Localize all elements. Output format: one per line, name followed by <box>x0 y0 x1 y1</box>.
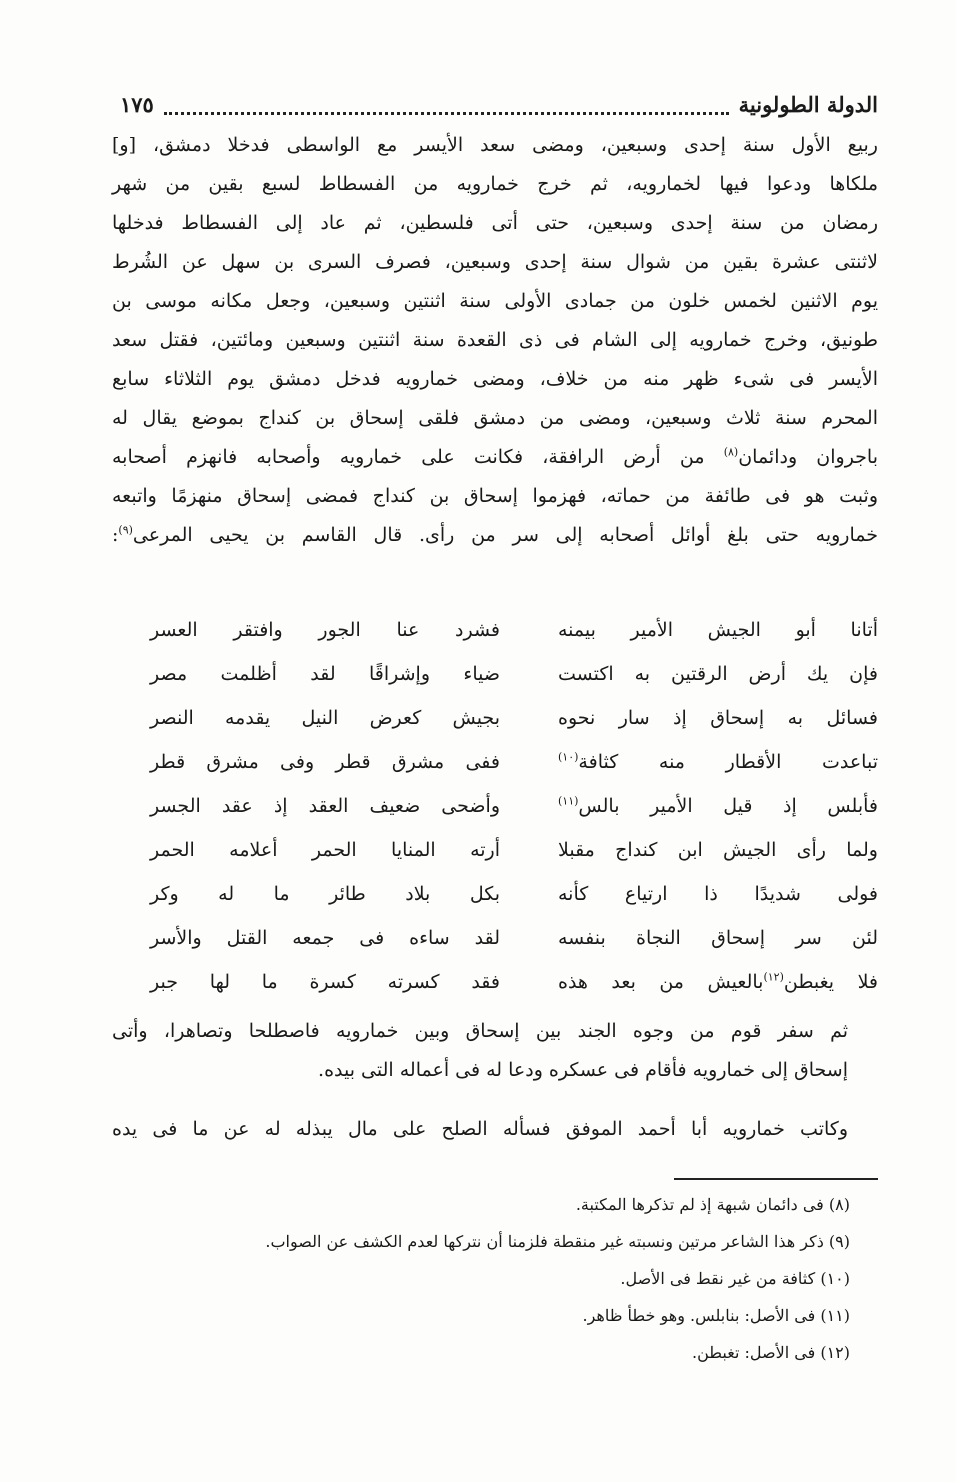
footnote-divider <box>674 1178 878 1180</box>
poem-verse <box>150 960 878 1004</box>
footnote: (١٢) فى الأصل: تغبطن. <box>692 1343 850 1362</box>
poem-verse <box>150 872 878 916</box>
poem-verse <box>150 784 878 828</box>
second-hemistich: ففى مشرق قطر وفى مشرق قطر <box>150 751 500 773</box>
footnote: (٨) فى دائمان شبهة إذ لم تذكرها المكتبة. <box>575 1195 850 1214</box>
first-hemistich: لئن سر إسحاق النجاة بنفسه <box>558 927 878 949</box>
text-line <box>112 438 878 477</box>
text-line: يوم الاثنين لخمس خلون من جمادى الأولى سنة اثنتين وسبعين، وجعل مكانه موسى بن <box>112 290 878 312</box>
colon: : <box>112 524 119 546</box>
paragraph <box>112 1012 848 1090</box>
leader-dots <box>164 94 729 115</box>
text-line: وثبت هو فى طائفة من حماته، فهزموا إسحاق بن كنداج فمضى إسحاق منهزمًا واتبعه <box>112 485 878 507</box>
first-hemistich: أتانا أبو الجيش الأمير بيمنه <box>558 619 878 641</box>
text-line: وكاتب خمارويه أبا أحمد الموفق فسأله الصلح على مال يبذله له عن ما فى يده <box>112 1118 848 1140</box>
text-line: ملكاها ودعوا فيها لخمارويه، ثم خرج خمارويه من الفسطاط لسبع بقين من شهر <box>112 173 878 195</box>
text-line: ربيع الأول سنة إحدى وسبعين، ومضى سعد الأيسر مع الواسطى فدخلا دمشق، [و] <box>112 134 878 156</box>
hemistich-text: تباعدت الأقطار منه كثافة <box>578 751 878 773</box>
second-hemistich: بجيش كعرض النيل يقدمه النصر <box>150 707 500 729</box>
text-line: طونيق، وخرج خمارويه إلى الشام فى ذى القعدة سنة اثنتين وسبعين ومائتين، فقتل سعد <box>112 329 878 351</box>
second-hemistich: فقد كسرته كسرة ما لها جبر <box>150 971 500 993</box>
footnote-marker: (٨) <box>723 445 739 459</box>
footnote-marker: (٩) <box>118 523 133 537</box>
paragraph <box>112 1110 848 1149</box>
second-hemistich: بكل بلاد طائر ما له وكر <box>150 883 500 905</box>
text-line: لاثنتى عشرة بقين من شوال سنة إحدى وسبعين، فصرف السرى بن سهل عن الشُرط <box>112 251 878 273</box>
text-line: إسحاق إلى خمارويه فأقام فى عسكره ودعا له فى أعماله التى بيده. <box>318 1059 848 1081</box>
text-line: ثم سفر قوم من وجوه الجند بين إسحاق وبين خمارويه فاصطلحا وتصاهرا، وأتى <box>112 1020 848 1042</box>
text-line: الأيسر فى شىء ظهر منه من خلاف، ومضى خمارويه فدخل دمشق يوم الثلاثاء سابع <box>112 368 878 390</box>
text-fragment: خمارويه حتى بلغ أوائل أصحابه إلى سر من رأى. قال القاسم بن يحيى المرعى <box>132 524 878 546</box>
poem <box>150 608 878 1004</box>
first-hemistich: فولى شديدًا ذا ارتياع كأنه <box>558 883 878 905</box>
second-hemistich: لقد ساءه فى جمعه القتل والأسر <box>150 927 500 949</box>
first-hemistich: ولما رأى الجيش ابن كنداج مقبلا <box>558 839 878 861</box>
footnote-marker: (١٢) <box>763 970 784 984</box>
first-hemistich <box>558 795 878 817</box>
hemistich-text: بالعيش من بعد هذه <box>558 971 764 993</box>
footnote: (١٠) كثافة من غير نقط فى الأصل. <box>620 1269 850 1288</box>
footnote-marker: (١٠) <box>558 750 579 764</box>
hemistich-text: فأبلس إذ قيل الأمير بالس <box>578 795 878 817</box>
text-line <box>112 516 878 555</box>
footnote-marker: (١١) <box>558 794 579 808</box>
poem-verse <box>150 916 878 960</box>
first-hemistich: فسائل به إسحاق إذ سار نحوه <box>558 707 878 729</box>
poem-verse <box>150 608 878 652</box>
poem-verse <box>150 696 878 740</box>
text-line: رمضان من سنة إحدى وسبعين، حتى أتى فلسطين، ثم عاد إلى الفسطاط فدخلها <box>112 212 878 234</box>
first-hemistich <box>558 971 878 993</box>
footnotes <box>112 1186 850 1371</box>
poem-verse <box>150 828 878 872</box>
text-line: المحرم سنة ثلاث وسبعين، ومضى من دمشق فلقى إسحاق بن كنداج بموضع يقال له <box>112 407 878 429</box>
second-hemistich: فشرد عنا الجور وافتقر العسر <box>150 619 500 641</box>
running-title: الدولة الطولونية <box>738 91 878 117</box>
page-number: ١٧٥ <box>120 91 154 117</box>
second-hemistich: أرته المنايا الحمر أعلامه الحمر <box>150 839 500 861</box>
text-fragment: من أرض الرافقة، فكانت على خمارويه وأصحابه فانهزم أصحابه <box>112 446 705 468</box>
poem-verse <box>150 740 878 784</box>
first-hemistich <box>558 751 878 773</box>
footnote: (٩) ذكر هذا الشاعر مرتين ونسبته غير منقطة فلزمنا أن نتركها لعدم الكشف عن الصواب. <box>265 1232 850 1251</box>
first-hemistich: فإن يك أرض الرقتين به اكتست <box>558 663 878 685</box>
second-hemistich: ضياء وإشراقًا لقد أظلمت مصر <box>150 663 500 685</box>
footnote: (١١) فى الأصل: بنابلس. وهو خطأ ظاهر. <box>582 1306 850 1325</box>
hemistich-text: فلا يغبطن <box>783 971 878 993</box>
main-paragraph <box>112 126 878 555</box>
text-fragment: باجروان ودائمان <box>738 446 879 468</box>
second-hemistich: وأضحى ضعيف العقد إذ عقد الجسر <box>150 795 500 817</box>
poem-verse <box>150 652 878 696</box>
running-header <box>120 84 878 124</box>
